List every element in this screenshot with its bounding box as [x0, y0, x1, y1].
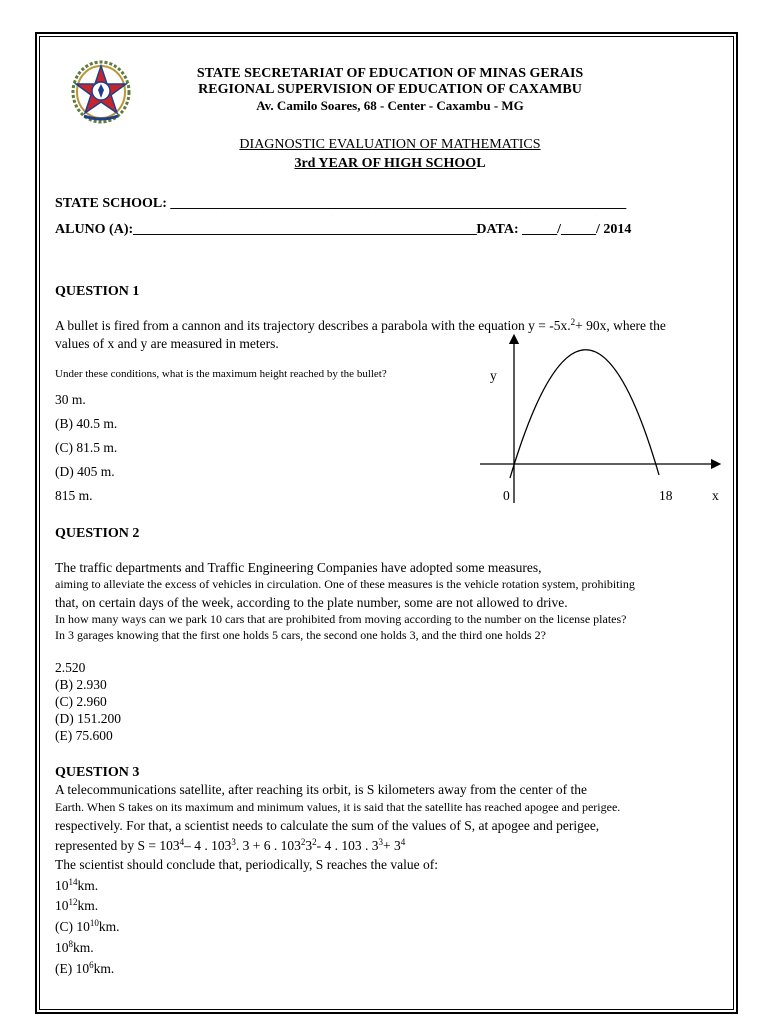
formula-part: – 4 . 103 [184, 838, 232, 853]
school-label: STATE SCHOOL: [55, 196, 167, 211]
q1-answer-c[interactable]: (C) 81.5 m. [55, 440, 118, 455]
parabola-graph [476, 333, 726, 513]
graph-root-label: 18 [659, 488, 673, 503]
answer-exponent: 14 [68, 877, 78, 887]
question-3-formula [55, 838, 405, 854]
question-3-heading: QUESTION 3 [55, 765, 140, 780]
question-1-prompt: Under these conditions, what is the maximum height reached by the bullet? [55, 368, 387, 380]
student-blank[interactable]: ____________________________________________________ [133, 222, 477, 237]
q3-answer-d[interactable] [55, 940, 94, 956]
q2-answer-e[interactable]: (E) 75.600 [55, 728, 113, 743]
q3-answer-c[interactable] [55, 919, 120, 935]
q1-text-part: + 90x, where the [575, 318, 666, 333]
answer-exponent: 6 [89, 960, 94, 970]
answer-unit: km. [77, 878, 99, 893]
formula-exponent: 3 [378, 837, 383, 847]
answer-base: (C) 10 [55, 919, 90, 934]
graph-x-label: x [712, 488, 719, 503]
q1-answer-e[interactable]: 815 m. [55, 488, 93, 503]
header-line-2: REGIONAL SUPERVISION OF EDUCATION OF CAXAMBU [198, 82, 582, 97]
header-line-1: STATE SECRETARIAT OF EDUCATION OF MINAS GERAIS [196, 66, 584, 81]
answer-exponent: 8 [68, 939, 73, 949]
question-3-line-3: respectively. For that, a scientist needs to calculate the sum of the values of S, at apogee and perigee, [55, 818, 600, 833]
header-address: Av. Camilo Soares, 68 - Center - Caxambu - MG [256, 98, 524, 113]
question-2-line-4: In how many ways can we park 10 cars that are prohibited from moving according to the number on the license plates? [55, 612, 627, 626]
student-label: ALUNO (A): [55, 222, 134, 237]
answer-unit: km. [77, 898, 99, 913]
answer-exponent: 12 [68, 897, 78, 907]
q1-exponent: 2 [570, 317, 576, 327]
date-label: DATA: [476, 222, 519, 237]
graph-y-label: y [490, 368, 497, 383]
formula-part: represented by S = 103 [55, 838, 180, 853]
graph-origin-label: 0 [503, 488, 510, 503]
exam-subtitle-text: 3rd YEAR OF HIGH SCHOO [294, 156, 477, 171]
answer-unit: km. [98, 919, 120, 934]
formula-exponent: 3 [231, 837, 236, 847]
school-blank[interactable]: _____________________________________________________________________ [170, 196, 626, 211]
formula-exponent: 4 [179, 837, 185, 847]
q3-answer-a[interactable] [55, 878, 98, 894]
q2-answer-b[interactable]: (B) 2.930 [55, 677, 107, 692]
answer-base: 10 [55, 898, 69, 913]
question-2-line-2: aiming to alleviate the excess of vehicles in circulation. One of these measures is the vehicle rotation system, prohibiting [55, 577, 635, 591]
question-2-line-5: In 3 garages knowing that the first one holds 5 cars, the second one holds 3, and the third one holds 2? [55, 628, 546, 642]
formula-exponent: 2 [300, 837, 306, 847]
question-3-line-2: Earth. When S takes on its maximum and minimum values, it is said that the satellite has reached apogee and perigee. [55, 800, 621, 814]
q1-answer-a[interactable]: 30 m. [55, 392, 86, 407]
q1-text-part: A bullet is fired from a cannon and its trajectory describes a parabola with the equation y = -5x. [55, 318, 571, 333]
student-field[interactable] [55, 222, 631, 238]
q1-answer-b[interactable]: (B) 40.5 m. [55, 416, 118, 431]
answer-base: (E) 10 [55, 961, 90, 976]
date-blank[interactable]: _____/_____/ [522, 222, 600, 237]
exam-title [90, 137, 690, 153]
exam-subtitle-tail: L [476, 156, 486, 171]
question-1-text-2: values of x and y are measured in meters. [55, 336, 279, 351]
exam-subtitle [90, 156, 690, 172]
q2-answer-a[interactable]: 2.520 [55, 660, 86, 675]
parabola-curve [510, 350, 659, 478]
school-field[interactable] [55, 196, 626, 212]
question-1-text [55, 318, 666, 334]
q2-answer-d[interactable]: (D) 151.200 [55, 711, 121, 726]
answer-unit: km. [73, 940, 94, 955]
date-year: 2014 [599, 222, 632, 237]
formula-exponent: 4 [400, 837, 406, 847]
answer-base: 10 [55, 878, 69, 893]
question-3-line-5: The scientist should conclude that, periodically, S reaches the value of: [55, 857, 439, 872]
question-1-heading: QUESTION 1 [55, 284, 140, 299]
question-2-line-1: The traffic departments and Traffic Engineering Companies have adopted some measures, [55, 560, 542, 575]
formula-part: . 3 + 6 . 103 [235, 838, 301, 853]
exam-title-text: DIAGNOSTIC EVALUATION OF MATHEMATICS [239, 137, 541, 152]
formula-exponent: 2 [312, 837, 317, 847]
question-2-heading: QUESTION 2 [55, 526, 140, 541]
q3-answer-b[interactable] [55, 898, 98, 914]
formula-part: - 4 . 103 . 3 [316, 838, 379, 853]
question-3-line-1: A telecommunications satellite, after reaching its orbit, is S kilometers away from the center of the [55, 782, 587, 797]
formula-part: 3 [305, 838, 313, 853]
q2-answer-c[interactable]: (C) 2.960 [55, 694, 107, 709]
answer-exponent: 10 [89, 918, 99, 928]
q1-answer-d[interactable]: (D) 405 m. [55, 464, 115, 479]
formula-part: + 3 [382, 838, 401, 853]
q3-answer-e[interactable] [55, 961, 114, 977]
answer-base: 10 [55, 940, 69, 955]
answer-unit: km. [93, 961, 115, 976]
question-2-line-3: that, on certain days of the week, according to the plate number, some are not allowed to drive. [55, 595, 568, 610]
